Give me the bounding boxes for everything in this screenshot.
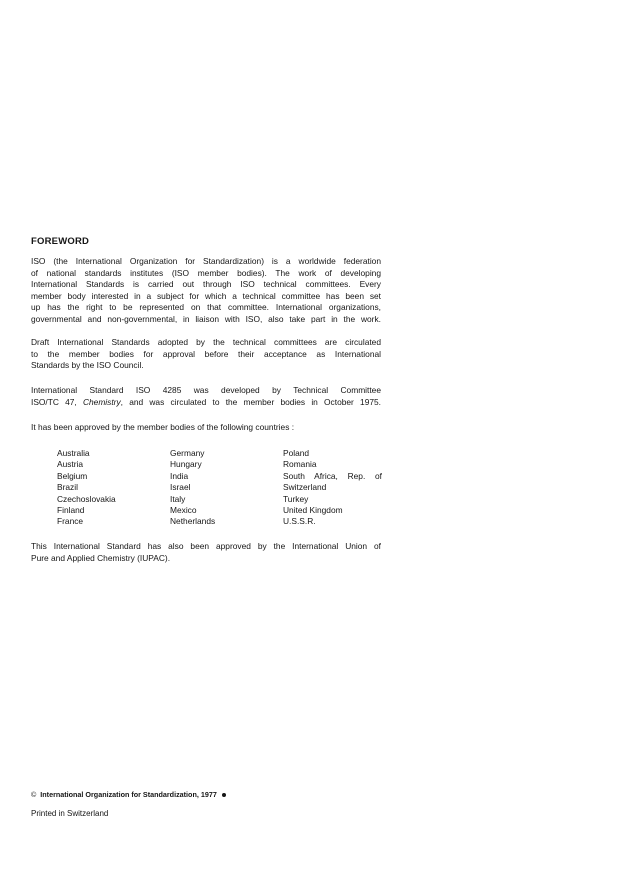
country-name: India (170, 470, 189, 481)
paragraph-line: up has the right to be represented on that committee. International organizations, (31, 302, 381, 313)
country-name: Mexico (170, 505, 197, 516)
copyright-text: International Organization for Standardization, 1977 (40, 790, 217, 799)
country-name: Poland (283, 448, 310, 458)
country-name: Czechoslovakia (57, 493, 116, 504)
paragraph-line: International Standard ISO 4285 was developed by Technical Committee (31, 385, 381, 395)
foreword-paragraph-standard-development (31, 385, 381, 408)
copyright-symbol: © (31, 790, 37, 799)
country-name: Brazil (57, 482, 78, 493)
copyright-notice (31, 790, 226, 799)
bullet-icon (222, 793, 226, 797)
paragraph-line: of national standards institutes (ISO member bodies). The work of developing (31, 267, 381, 278)
paragraph-line: ISO (the International Organization for Standardization) is a worldwide federation (31, 256, 381, 266)
paragraph-line: International Standards is carried out through ISO technical committees. Every (31, 279, 381, 290)
paragraph-line: Draft International Standards adopted by the technical committees are circulated (31, 337, 381, 347)
paragraph-line: This International Standard has also been approved by the International Union of (31, 541, 381, 551)
country-name: Romania (283, 459, 317, 470)
country-name: Turkey (283, 493, 309, 504)
country-name: Finland (57, 505, 85, 516)
country-name: Italy (170, 493, 186, 504)
foreword-heading: FOREWORD (31, 236, 90, 247)
paragraph-line: to the member bodies for approval before their acceptance as International (31, 348, 381, 359)
foreword-paragraph-draft-standards (31, 337, 381, 372)
paragraph-text: ISO/TC 47, (31, 396, 83, 407)
country-name: U.S.S.R. (283, 516, 316, 527)
country-column-3 (283, 448, 383, 528)
country-column-1 (57, 448, 116, 528)
country-name: Netherlands (170, 516, 216, 527)
country-name: Belgium (57, 470, 88, 481)
country-name: France (57, 516, 84, 527)
paragraph-line: member body interested in a subject for which a technical committee has been set (31, 290, 381, 301)
country-name: South Africa, Rep. of (283, 470, 382, 481)
foreword-paragraph-approval (31, 422, 381, 434)
foreword-paragraph-iso-intro (31, 256, 381, 326)
country-column-2 (170, 448, 215, 528)
country-name: Austria (57, 459, 84, 470)
paragraph-line: Standards by the ISO Council. (31, 360, 144, 371)
country-name: Australia (57, 448, 90, 458)
country-name: Switzerland (283, 482, 327, 493)
paragraph-line: Pure and Applied Chemistry (IUPAC). (31, 552, 171, 563)
committee-name: Chemistry (82, 396, 121, 407)
country-name: Hungary (170, 459, 202, 470)
paragraph-line: It has been approved by the member bodies of the following countries : (31, 422, 295, 432)
country-name: Israel (170, 482, 191, 493)
country-name: Germany (170, 448, 205, 458)
paragraph-text: , and was circulated to the member bodies in October 1975. (120, 396, 381, 407)
printed-location: Printed in Switzerland (31, 809, 109, 818)
paragraph-line: governmental and non-governmental, in liaison with ISO, also take part in the work. (31, 313, 381, 324)
country-name: United Kingdom (283, 505, 343, 516)
paragraph-line (31, 397, 381, 409)
foreword-paragraph-iupac (31, 541, 381, 564)
